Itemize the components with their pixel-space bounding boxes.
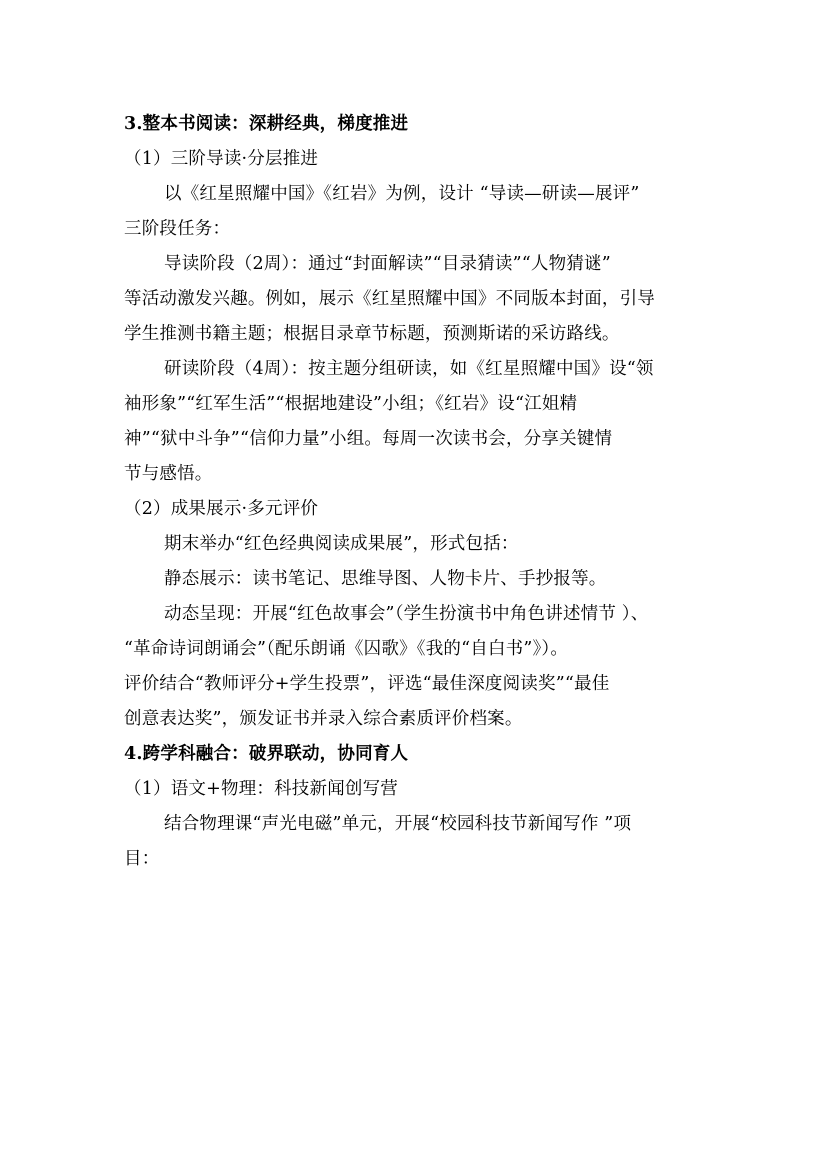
- paragraph-line: 三阶段任务：: [124, 219, 231, 239]
- paragraph-line: 等活动激发兴趣。例如，展示《红星照耀中国》不同版本封面，引导: [124, 289, 655, 309]
- document-body: [124, 107, 704, 877]
- paragraph-line: 评价结合“教师评分+学生投票”，评选“最佳深度阅读奖”“最佳: [124, 674, 610, 694]
- paragraph-line: 期末举办“红色经典阅读成果展”，形式包括：: [164, 534, 519, 554]
- paragraph-line: 创意表达奖”，颁发证书并录入综合素质评价档案。: [124, 709, 523, 729]
- paragraph-line: “革命诗词朗诵会”（配乐朗诵《囚歌》《我的“自白书”》）。: [124, 639, 569, 659]
- paragraph-line: 结合物理课“声光电磁”单元，开展“校园科技节新闻写作 ”项: [164, 814, 632, 834]
- paragraph-line: 以《红星照耀中国》《红岩》为例，设计 “导读—研读—展评”: [164, 184, 640, 204]
- paragraph-line: 静态展示：读书笔记、思维导图、人物卡片、手抄报等。: [164, 569, 607, 589]
- subheading-4-1: （1）语文+物理：科技新闻创写营: [124, 779, 398, 799]
- paragraph-line: 目：: [124, 849, 160, 869]
- paragraph-line: 动态呈现：开展“红色故事会”（学生扮演书中角色讲述情节 ）、: [164, 604, 649, 624]
- paragraph-line: 研读阶段（4周）：按主题分组研读，如《红星照耀中国》设“领: [164, 359, 654, 379]
- paragraph-line: 学生推测书籍主题；根据目录章节标题，预测斯诺的采访路线。: [124, 324, 620, 344]
- subheading-3-1: （1）三阶导读·分层推进: [124, 149, 319, 169]
- paragraph-line: 袖形象”“红军生活”“根据地建设”小组；《红岩》设“江姐精: [124, 394, 578, 414]
- section-heading-3: 3.整本书阅读：深耕经典，梯度推进: [124, 114, 409, 134]
- subheading-3-2: （2）成果展示·多元评价: [124, 499, 319, 519]
- section-heading-4: 4.跨学科融合：破界联动，协同育人: [124, 744, 409, 764]
- paragraph-line: 神”“狱中斗争”“信仰力量”小组。每周一次读书会，分享关键情: [124, 429, 613, 449]
- paragraph-line: 导读阶段（2周）：通过“封面解读”“目录猜读”“人物猜谜”: [164, 254, 611, 274]
- paragraph-line: 节与感悟。: [124, 464, 213, 484]
